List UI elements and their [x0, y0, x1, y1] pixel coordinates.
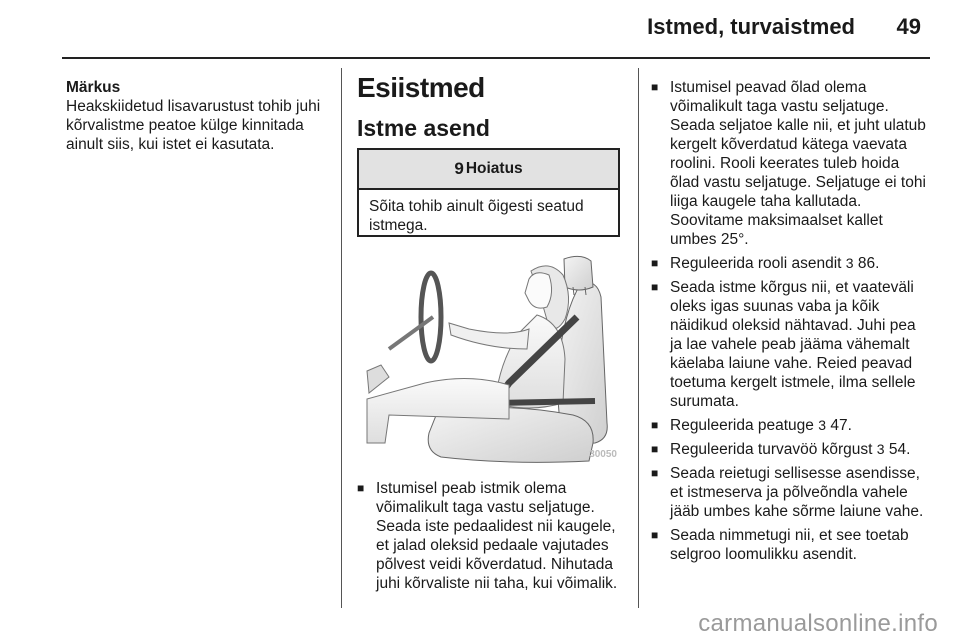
list-item-text: Istumisel peavad õlad olema võimalikult taga vastu seljatuge. Seada seljatoe kalle nii, et juht ulatub kergelt kõverdatud kätega vaevata roolini. Rooli keerates tuleb hoida õlad vastu seljatuge. Seljatuge ei tohi liiga kaugele taha kallutada. Soovitame maksimaalset kallet umbes 25°. — [670, 79, 926, 248]
list-item — [651, 254, 926, 273]
list-item — [651, 278, 926, 411]
bullet-icon: ■ — [651, 418, 659, 432]
header-title: Istmed, turvaistmed — [647, 14, 855, 39]
section-column — [357, 70, 625, 592]
warning-header — [359, 150, 618, 190]
header-rule — [62, 57, 930, 59]
page-reference[interactable]: 54. — [888, 441, 911, 458]
bullet-icon: ■ — [357, 481, 365, 495]
note-text: Heakskiidetud lisavarustust tohib juhi kõrvalistme peatoe külge kinnitada ainult siis, kui istet ei kasutata. — [66, 98, 321, 153]
list-item-text: Reguleerida rooli asendit — [670, 255, 842, 272]
warning-title: Hoiatus — [465, 160, 523, 177]
bullet-icon: ■ — [651, 466, 659, 480]
bullet-icon: ■ — [651, 528, 659, 542]
page-reference-arrow-icon: 3 — [876, 441, 885, 457]
list-item — [651, 526, 926, 564]
bullet-icon: ■ — [651, 80, 659, 94]
note-title: Märkus — [66, 79, 121, 96]
page-reference-arrow-icon: 3 — [818, 417, 827, 433]
list-item-text: Istumisel peab istmik olema võimalikult taga vastu seljatuge. Seada iste pedaalidest nii kaugele, et jalad oleksid pedaale vajutades põlvest veidi kõverdatud. Nihutada juhi kõrvaliste nii taha, kui võimalik. — [376, 480, 618, 592]
column-divider — [638, 68, 639, 608]
list-item-text: Reguleerida turvavöö kõrgust — [670, 441, 873, 458]
list-item — [651, 78, 926, 249]
driver-seat-illustration — [359, 253, 621, 466]
warning-box — [357, 148, 620, 237]
seat-adjustment-list — [651, 78, 926, 564]
bullet-icon: ■ — [651, 256, 659, 270]
bullet-icon: ■ — [651, 280, 659, 294]
watermark-text: carmanualsonline.info — [698, 610, 938, 637]
warning-text: Sõita tohib ainult õigesti seatud istmega. — [369, 198, 584, 234]
section-title: Esiistmed — [357, 72, 485, 103]
page-number: 49 — [896, 14, 921, 39]
seat-position-illustration — [359, 253, 621, 466]
bullet-icon: ■ — [651, 442, 659, 456]
figure-code: 30050 — [589, 449, 617, 460]
page-reference[interactable]: 47. — [830, 417, 852, 434]
list-item — [357, 479, 627, 593]
list-item-text: Seada istme kõrgus nii, et vaateväli oleks igas suunas vaba ja kõik näidikud oleksid nähtavad. Juhi pea ja lae vahele peab jääma vähemalt käelaba laiune vahe. Reied peavad toetuma kergelt istmele, ilma sellele surumata. — [670, 279, 916, 410]
list-item-text: Reguleerida peatuge — [670, 417, 814, 434]
seat-instruction-list — [357, 479, 627, 593]
instruction-column — [651, 78, 926, 569]
list-item — [651, 416, 926, 435]
list-item-text: Seada reietugi sellisesse asendisse, et istmeserva ja põlveõndla vahele jääb umbes kahe sõrme laiune vahe. — [670, 465, 924, 520]
page-reference-arrow-icon: 3 — [845, 255, 854, 271]
list-item-text: Seada nimmetugi nii, et see toetab selgroo loomulikku asendit. — [670, 527, 909, 563]
section-subtitle: Istme asend — [357, 115, 490, 141]
note-block — [66, 78, 328, 154]
page-reference[interactable]: 86. — [857, 255, 880, 272]
warning-triangle-icon: 9 — [454, 159, 464, 178]
list-item — [651, 440, 926, 459]
page-header — [0, 0, 960, 58]
list-item — [651, 464, 926, 521]
column-divider — [341, 68, 342, 608]
